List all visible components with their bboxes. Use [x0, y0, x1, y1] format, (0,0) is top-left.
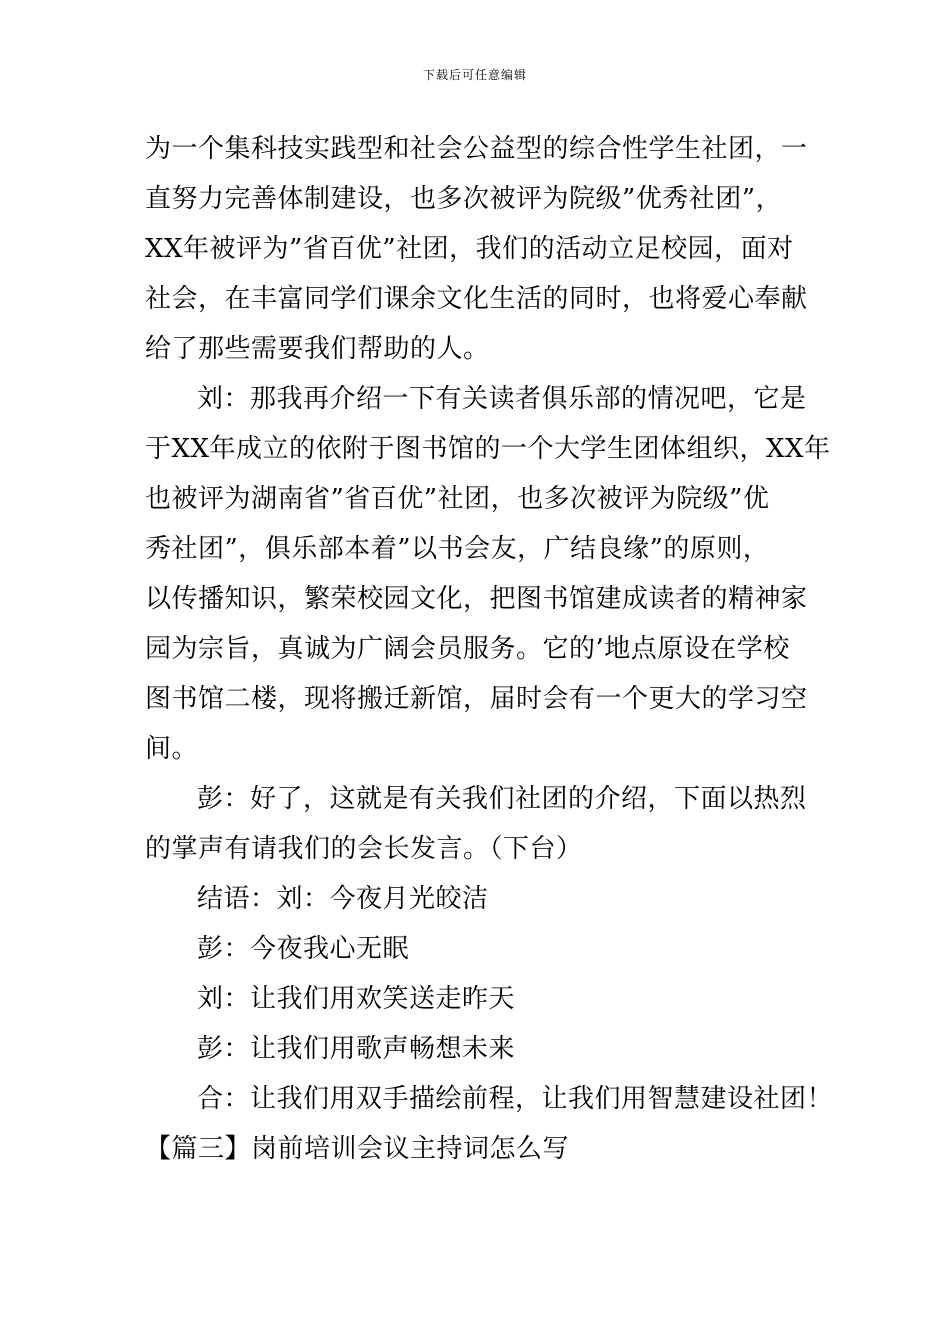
paragraph-line: 间。 [145, 734, 199, 764]
paragraph-line: 也被评为湖南省”省百优”社团，也多次被评为院级”优 [145, 484, 770, 514]
paragraph-line: 合：让我们用双手描绘前程，让我们用智慧建设社团！ [197, 1084, 834, 1114]
paragraph-line: 刘：让我们用欢笑送走昨天 [197, 984, 516, 1014]
paragraph-line: 图书馆二楼，现将搬迁新馆，届时会有一个更大的学习空 [145, 684, 808, 714]
paragraph-line: 彭：今夜我心无眠 [197, 934, 410, 964]
paragraph-line: XX年被评为”省百优”社团，我们的活动立足校园，面对 [145, 234, 794, 264]
paragraph-line: 彭：好了，这就是有关我们社团的介绍，下面以热烈 [197, 784, 807, 814]
paragraph-line: 结语：刘：今夜月光皎洁 [197, 884, 489, 914]
paragraph-line: 秀社团”，俱乐部本着”以书会友，广结良缘”的原则， [145, 534, 770, 564]
page-header: 下载后可任意编辑 [422, 68, 527, 82]
paragraph-line: 于XX年成立的依附于图书馆的一个大学生团体组织，XX年 [145, 434, 831, 464]
paragraph-line: 给了那些需要我们帮助的人。 [145, 334, 490, 364]
paragraph-line: 为一个集科技实践型和社会公益型的综合性学生社团，一 [145, 134, 808, 164]
section-heading: 【篇三】岗前培训会议主持词怎么写 [145, 1134, 570, 1164]
paragraph-line: 的掌声有请我们的会长发言。（下台） [145, 834, 583, 864]
paragraph-line: 彭：让我们用歌声畅想未来 [197, 1034, 516, 1064]
paragraph-line: 直努力完善体制建设，也多次被评为院级”优秀社团”， [145, 184, 783, 214]
paragraph-line: 园为宗旨，真诚为广阔会员服务。它的’地点原设在学校 [145, 634, 790, 664]
paragraph-line: 社会，在丰富同学们课余文化生活的同时，也将爱心奉献 [145, 284, 808, 314]
paragraph-line: 刘：那我再介绍一下有关读者俱乐部的情况吧，它是 [197, 384, 807, 414]
paragraph-line: 以传播知识，繁荣校园文化，把图书馆建成读者的精神家 [145, 584, 808, 614]
